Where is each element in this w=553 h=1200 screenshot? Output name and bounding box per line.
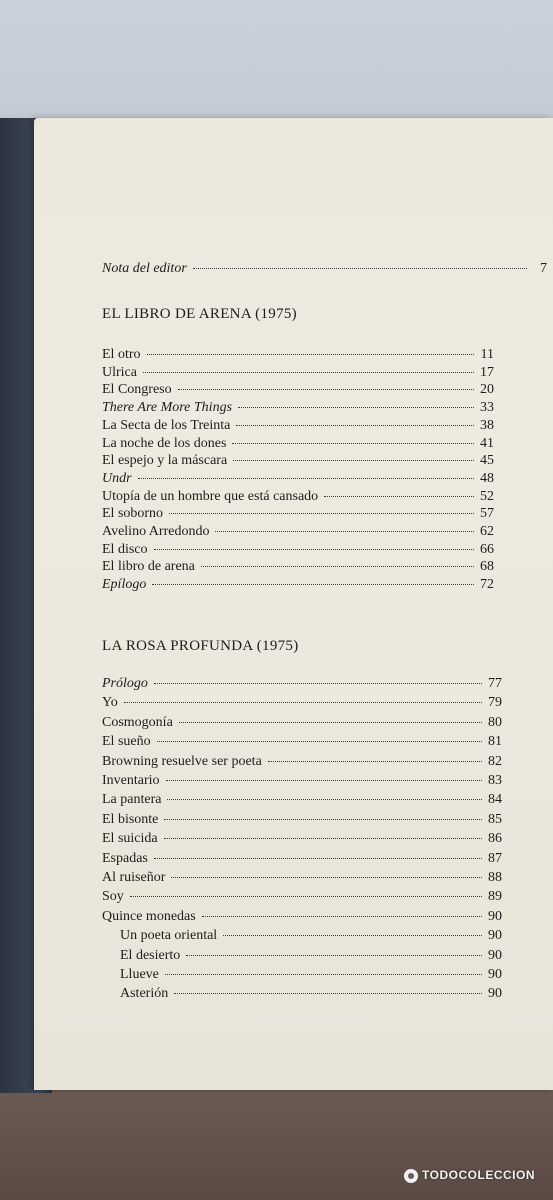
toc-entry-page: 79 xyxy=(488,695,502,711)
toc-entry xyxy=(102,505,494,523)
toc-entry-title: Undr xyxy=(102,470,132,486)
toc-entry xyxy=(102,452,494,470)
toc-entry-page: 77 xyxy=(488,676,502,691)
toc-entry-page: 72 xyxy=(480,577,494,593)
toc-entry-page: 7 xyxy=(540,261,547,276)
toc-entry xyxy=(102,675,502,693)
toc-entry-title: Espadas xyxy=(102,850,148,866)
toc-entry-page: 86 xyxy=(488,831,502,847)
dot-leader xyxy=(143,372,474,373)
toc-entry-page: 90 xyxy=(488,908,502,924)
toc-entry xyxy=(102,791,502,809)
section-heading: EL LIBRO DE ARENA (1975) xyxy=(102,306,297,322)
dot-leader xyxy=(201,566,474,567)
dot-leader xyxy=(171,877,482,878)
toc-entry-title: El Congreso xyxy=(102,382,172,398)
toc-entry-page: 52 xyxy=(480,488,494,504)
dot-leader xyxy=(138,478,474,479)
dot-leader xyxy=(186,955,482,956)
dot-leader xyxy=(324,496,474,497)
toc-entry-page: 68 xyxy=(480,559,494,575)
toc-entry-page: 82 xyxy=(488,753,502,769)
dot-leader xyxy=(236,425,474,426)
toc-entry-title: Quince monedas xyxy=(102,908,196,924)
toc-entry-page: 88 xyxy=(488,870,502,885)
toc-entry-title: Llueve xyxy=(120,967,159,982)
toc-entry-title: Al ruiseñor xyxy=(102,870,166,885)
toc-entry-page: 83 xyxy=(488,773,502,788)
toc-entry-page: 11 xyxy=(480,347,494,362)
toc-entry-title: El disco xyxy=(102,541,148,557)
toc-entry-title: El bisonte xyxy=(102,811,159,827)
toc-entry xyxy=(102,908,502,926)
toc-entry-page: 90 xyxy=(488,947,502,963)
dot-leader xyxy=(164,819,482,820)
toc-entry xyxy=(102,753,502,771)
toc-entry-editor-note xyxy=(102,260,547,278)
toc-entry xyxy=(102,888,502,906)
toc-entry-title: Browning resuelve ser poeta xyxy=(102,753,262,769)
toc-entry-title: Asterión xyxy=(120,986,169,1002)
toc-entry-title: Soy xyxy=(102,889,124,905)
toc-entry xyxy=(120,966,502,984)
toc-entry xyxy=(102,417,494,435)
dot-leader xyxy=(147,354,475,355)
toc-entry xyxy=(102,488,494,506)
toc-entry-page: 62 xyxy=(480,524,494,539)
toc-entry-title: La pantera xyxy=(102,792,162,808)
dot-leader xyxy=(164,838,482,839)
dot-leader xyxy=(238,407,474,408)
toc-entry xyxy=(120,947,502,965)
dot-leader xyxy=(232,443,474,444)
section-heading: LA ROSA PROFUNDA (1975) xyxy=(102,638,299,654)
dot-leader xyxy=(223,935,482,936)
toc-entry xyxy=(102,435,494,453)
toc-entry xyxy=(102,364,494,382)
toc-entry xyxy=(120,927,502,945)
toc-entry-page: 90 xyxy=(488,986,502,1002)
watermark-logo-icon xyxy=(404,1169,418,1183)
toc-entry-title: Inventario xyxy=(102,773,160,788)
dot-leader xyxy=(167,799,482,800)
toc-entry-page: 90 xyxy=(488,967,502,982)
toc-entry-title: Utopía de un hombre que está cansado xyxy=(102,488,319,504)
dot-leader xyxy=(154,549,475,550)
toc-entry xyxy=(102,346,494,364)
toc-entry xyxy=(102,523,494,541)
toc-entry-page: 48 xyxy=(480,470,494,486)
toc-entry xyxy=(102,714,502,732)
toc-entry-title: Ulrica xyxy=(102,364,137,380)
dot-leader xyxy=(169,513,474,514)
toc-entry-title: Cosmogonía xyxy=(102,714,173,730)
toc-entry-title: Epílogo xyxy=(102,577,147,593)
dot-leader xyxy=(154,683,482,684)
toc-entry-title: El soborno xyxy=(102,506,164,522)
toc-entry xyxy=(120,985,502,1003)
toc-entry xyxy=(102,399,494,417)
toc-entry xyxy=(102,576,494,594)
dot-leader xyxy=(166,780,482,781)
toc-entry-page: 90 xyxy=(488,928,502,944)
toc-entry xyxy=(102,470,494,488)
toc-entry xyxy=(102,541,494,559)
toc-entry-title: El suicida xyxy=(102,831,158,847)
dot-leader xyxy=(215,531,474,532)
toc-entry-title: Avelino Arredondo xyxy=(102,524,210,539)
watermark xyxy=(404,1168,535,1183)
dot-leader xyxy=(130,896,482,897)
dot-leader xyxy=(152,584,474,585)
toc-entry-page: 80 xyxy=(488,714,502,730)
toc-entry-page: 84 xyxy=(488,792,502,808)
toc-entry-page: 17 xyxy=(480,364,494,380)
toc-entry-title: La noche de los dones xyxy=(102,435,227,451)
toc-entry-title: Un poeta oriental xyxy=(120,928,218,944)
toc-entry-title: Prólogo xyxy=(102,676,148,691)
dot-leader xyxy=(157,741,482,742)
toc-entry-title: Nota del editor xyxy=(102,261,187,276)
toc-entry-page: 38 xyxy=(480,417,494,433)
toc-entry-page: 85 xyxy=(488,811,502,827)
toc-entry xyxy=(102,694,502,712)
dot-leader xyxy=(202,916,482,917)
dot-leader xyxy=(268,761,482,762)
dot-leader xyxy=(124,702,482,703)
toc-entry-title: El sueño xyxy=(102,734,151,750)
toc-entry-title: El desierto xyxy=(120,947,181,963)
toc-entry xyxy=(102,869,502,887)
toc-entry-page: 45 xyxy=(480,453,494,469)
dot-leader xyxy=(154,858,482,859)
toc-entry xyxy=(102,850,502,868)
toc-entry-page: 89 xyxy=(488,889,502,905)
toc-entry-page: 41 xyxy=(480,435,494,451)
toc-entry xyxy=(102,381,494,399)
toc-entry-page: 57 xyxy=(480,506,494,522)
book-page xyxy=(34,118,553,1090)
toc-entry-title: El otro xyxy=(102,347,141,362)
watermark-text: TODOCOLECCION xyxy=(422,1168,535,1182)
dot-leader xyxy=(165,974,482,975)
toc-entry xyxy=(102,811,502,829)
dot-leader xyxy=(233,460,474,461)
toc-entry-page: 20 xyxy=(480,382,494,398)
toc-entry-title: El libro de arena xyxy=(102,559,195,575)
toc-entry-page: 87 xyxy=(488,850,502,866)
toc-entry-title: There Are More Things xyxy=(102,400,233,416)
toc-entry xyxy=(102,733,502,751)
toc-entry-page: 33 xyxy=(480,400,494,416)
dot-leader xyxy=(179,722,482,723)
toc-entry xyxy=(102,772,502,790)
dot-leader xyxy=(178,389,474,390)
toc-entry-title: El espejo y la máscara xyxy=(102,453,228,469)
toc-entry-page: 66 xyxy=(480,541,494,557)
toc-entry-title: La Secta de los Treinta xyxy=(102,417,231,433)
toc-entry xyxy=(102,830,502,848)
toc-entry-title: Yo xyxy=(102,695,118,711)
toc-entry-page: 81 xyxy=(488,734,502,750)
dot-leader xyxy=(193,268,527,269)
dot-leader xyxy=(174,993,482,994)
toc-entry xyxy=(102,558,494,576)
